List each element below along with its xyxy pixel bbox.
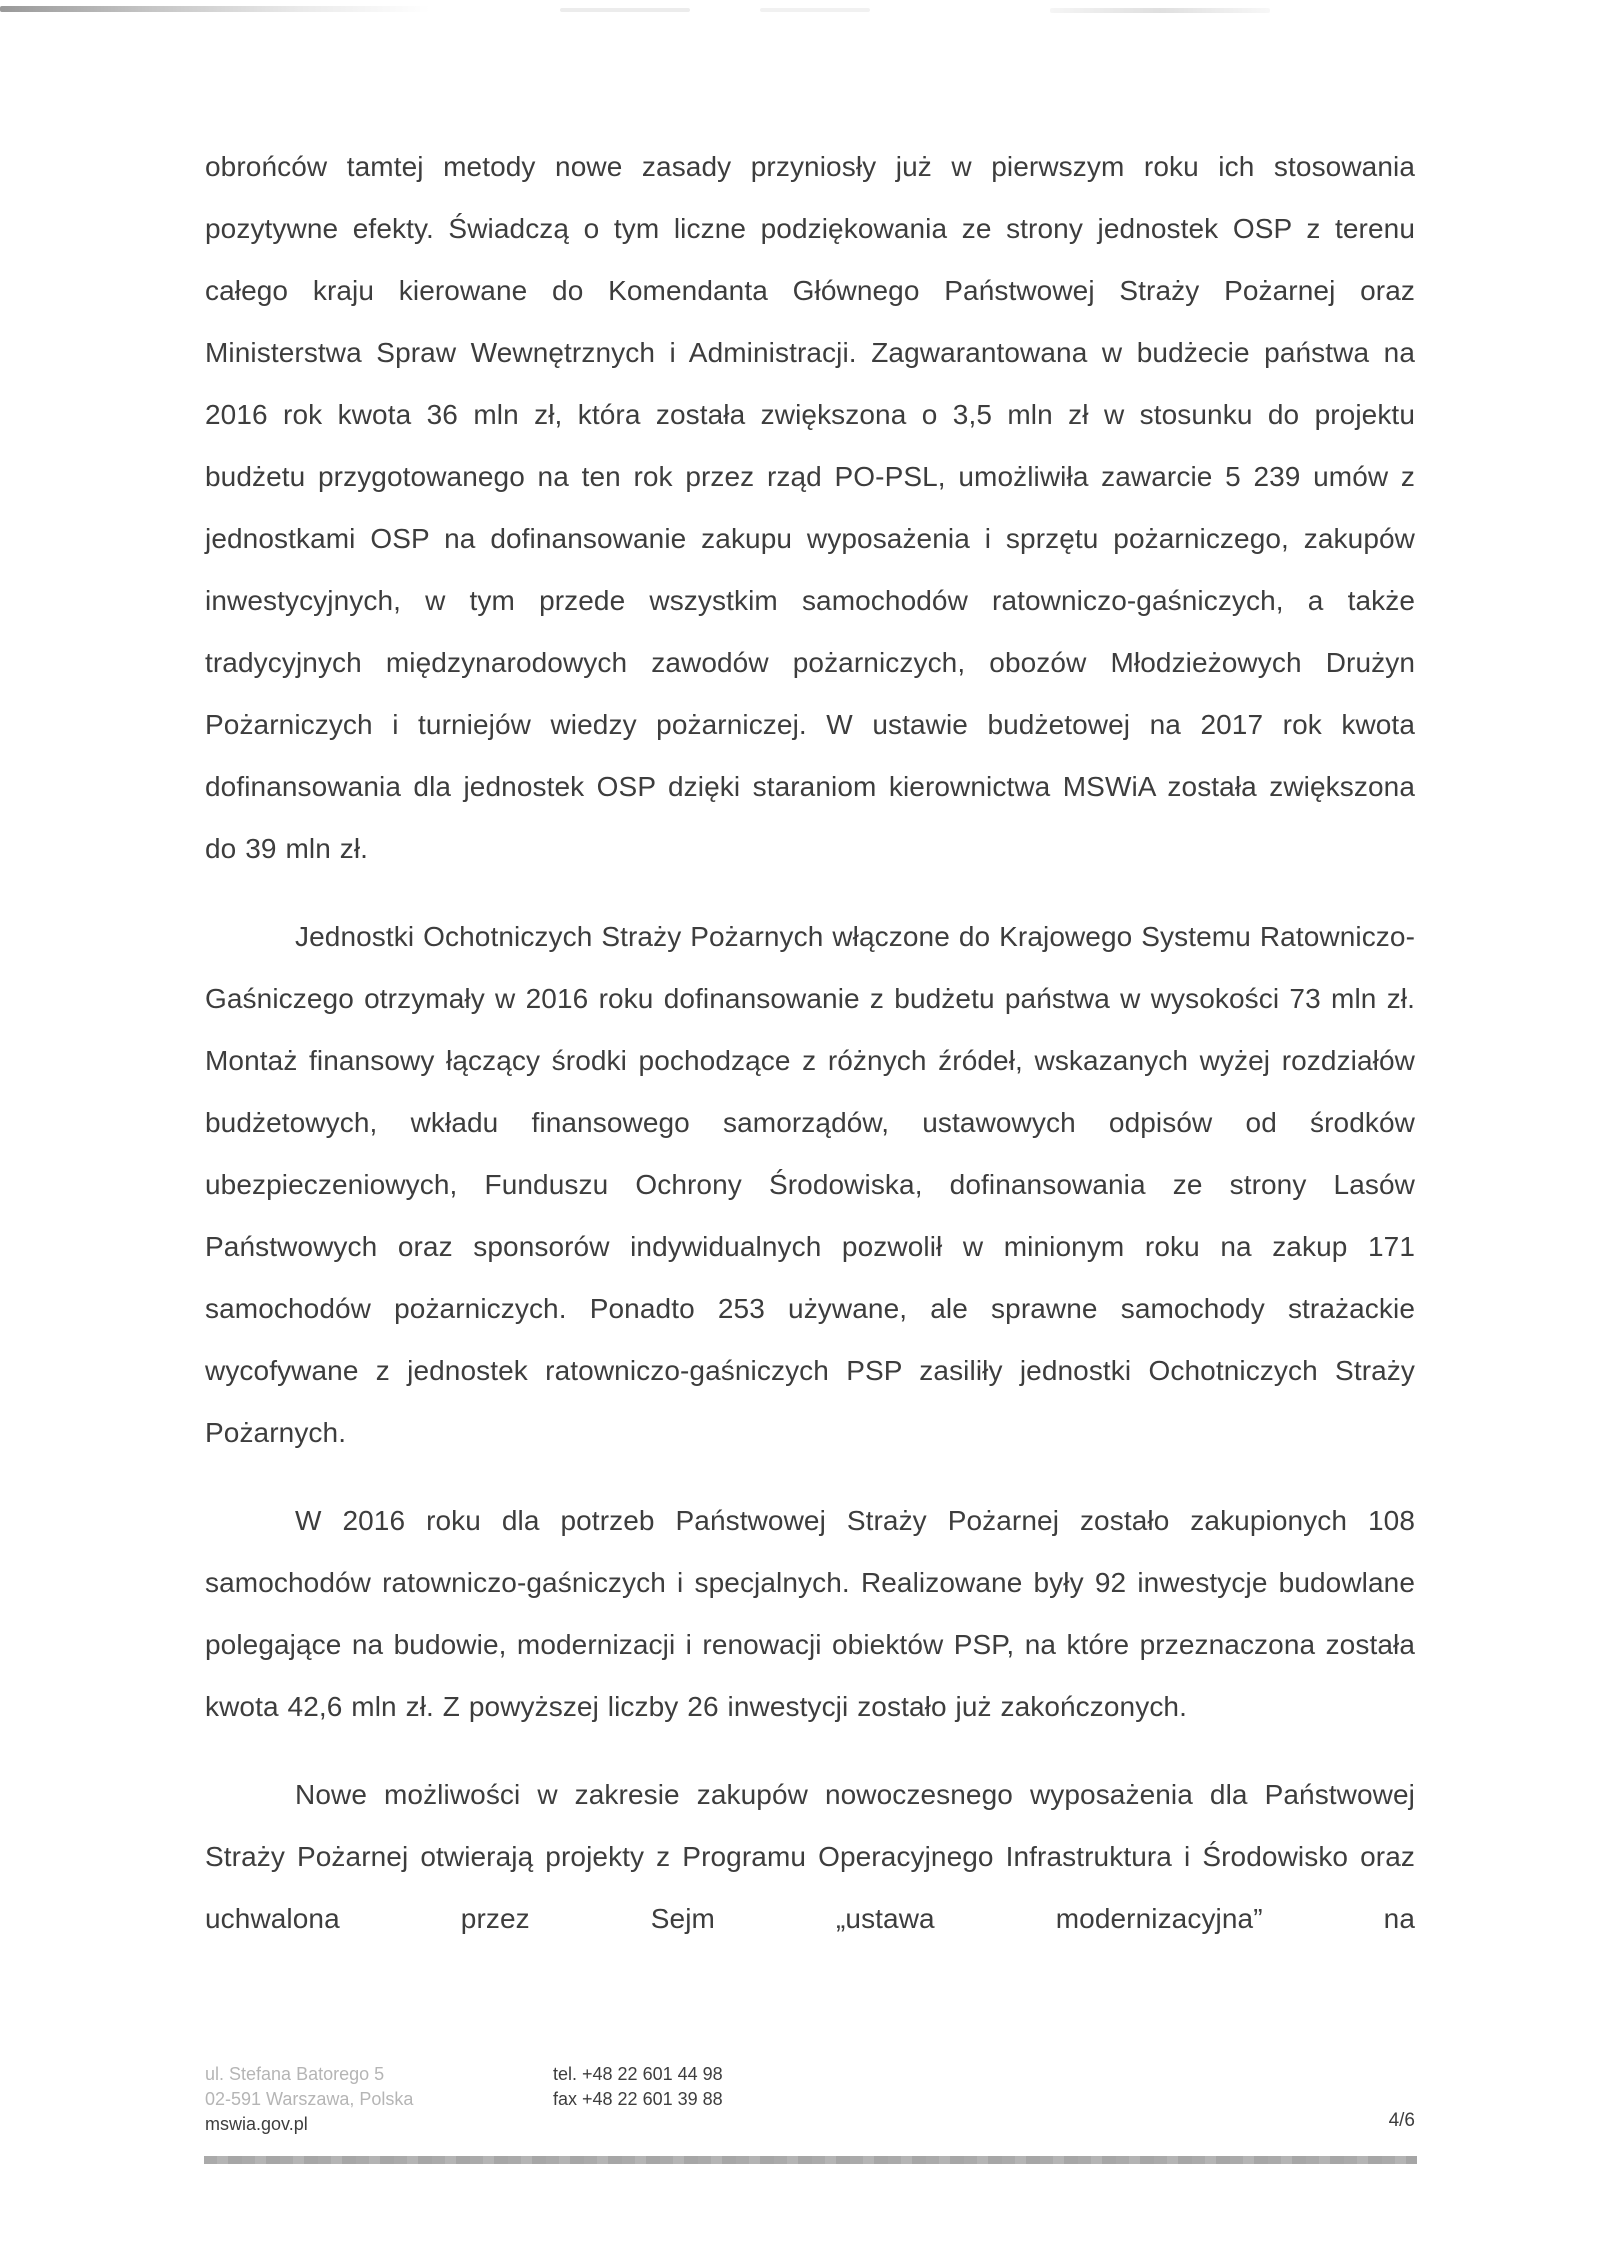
footer-phone: tel. +48 22 601 44 98 (553, 2064, 723, 2084)
scan-artifact-line (560, 8, 690, 12)
footer-address-block (205, 2062, 413, 2137)
body-paragraph-4: Nowe możliwości w zakresie zakupów nowoczesnego wyposażenia dla Państwowej Straży Pożarnej otwierają projekty z Programu Operacyjnego Infrastruktura i Środowisko oraz uchwalona przez Sejm „ustawa modernizacyjna” na (205, 1779, 1415, 1934)
body-paragraph-1: obrońców tamtej metody nowe zasady przyniosły już w pierwszym roku ich stosowania pozytywne efekty. Świadczą o tym liczne podziękowania ze strony jednostek OSP z terenu całego kraju kierowane do Komendanta Głównego Państwowej Straży Pożarnej oraz Ministerstwa Spraw Wewnętrznych i Administracji. Zagwarantowana w budżecie państwa na 2016 rok kwota 36 mln zł, która została zwiększona o 3,5 mln zł w stosunku do projektu budżetu przygotowanego na ten rok przez rząd PO-PSL, umożliwiła zawarcie 5 239 umów z jednostkami OSP na dofinansowanie zakupu wyposażenia i sprzętu pożarniczego, zakupów inwestycyjnych, w tym przede wszystkim samochodów ratowniczo-gaśniczych, a także tradycyjnych międzynarodowych zawodów pożarniczych, obozów Młodzieżowych Drużyn Pożarniczych i turniejów wiedzy pożarniczej. W ustawie budżetowej na 2017 rok kwota dofinansowania dla jednostek OSP dzięki staraniom kierownictwa MSWiA została zwiększona do 39 mln zł. (205, 151, 1415, 864)
body-paragraph-2: Jednostki Ochotniczych Straży Pożarnych włączone do Krajowego Systemu Ratowniczo-Gaśniczego otrzymały w 2016 roku dofinansowanie z budżetu państwa w wysokości 73 mln zł. Montaż finansowy łączący środki pochodzące z różnych źródeł, wskazanych wyżej rozdziałów budżetowych, wkładu finansowego samorządów, ustawowych odpisów od środków ubezpieczeniowych, Funduszu Ochrony Środowiska, dofinansowania ze strony Lasów Państwowych oraz sponsorów indywidualnych pozwolił w minionym roku na zakup 171 samochodów pożarniczych. Ponadto 253 używane, ale sprawne samochody strażackie wycofywane z jednostek ratowniczo-gaśniczych PSP zasiliły jednostki Ochotniczych Straży Pożarnych. (205, 921, 1415, 1448)
scan-artifact-line (0, 6, 430, 12)
scan-artifact-line (1050, 8, 1270, 13)
body-paragraph-3: W 2016 roku dla potrzeb Państwowej Straży Pożarnej zostało zakupionych 108 samochodów ratowniczo-gaśniczych i specjalnych. Realizowane były 92 inwestycje budowlane polegające na budowie, modernizacji i renowacji obiektów PSP, na które przeznaczona została kwota 42,6 mln zł. Z powyższej liczby 26 inwestycji zostało już zakończonych. (205, 1505, 1415, 1722)
footer-address-street: ul. Stefana Batorego 5 (205, 2064, 385, 2084)
document-body (205, 136, 1415, 1976)
footer-divider-bar (204, 2156, 1417, 2164)
footer-contact-block (553, 2062, 723, 2112)
scan-artifact-line (760, 8, 870, 12)
footer-website: mswia.gov.pl (205, 2114, 308, 2134)
page-number: 4/6 (1388, 2110, 1415, 2131)
footer-address-city: 02-591 Warszawa, Polska (205, 2089, 414, 2109)
footer-fax: fax +48 22 601 39 88 (553, 2089, 723, 2109)
